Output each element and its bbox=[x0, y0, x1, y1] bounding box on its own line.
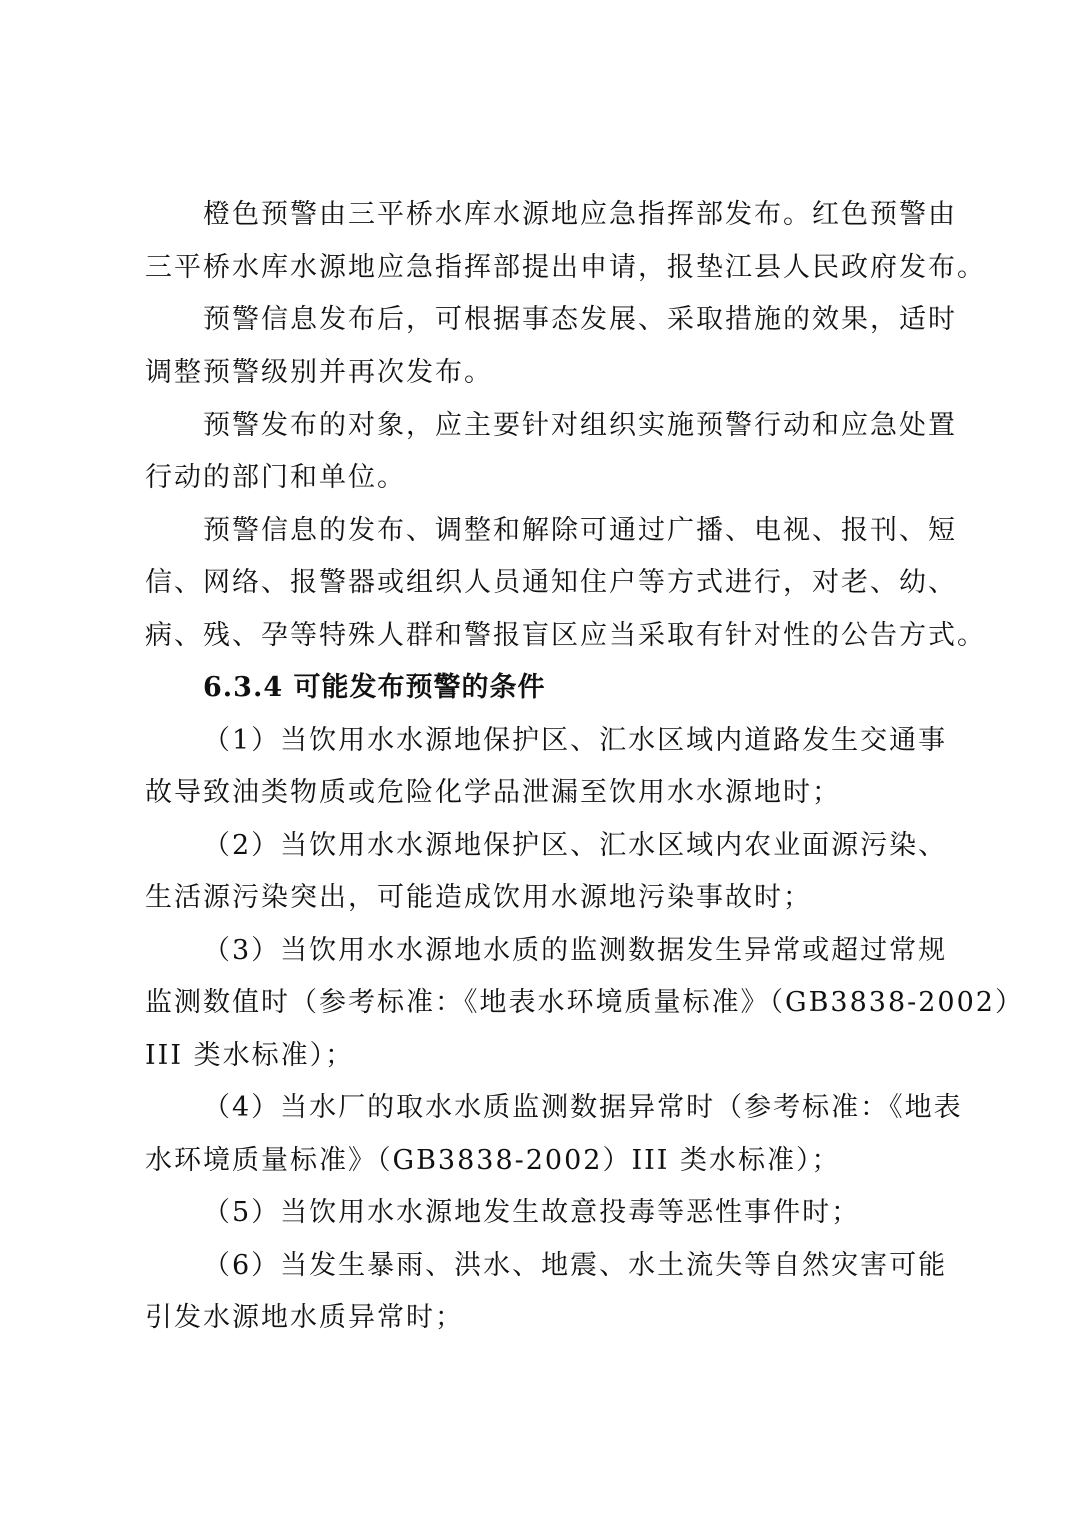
paragraph-orange-warning-line-2: 三平桥水库水源地应急指挥部提出申请，报垫江县人民政府发布。 bbox=[145, 252, 986, 283]
paragraph-warning-channels-line-2: 信、网络、报警器或组织人员通知住户等方式进行，对老、幼、 bbox=[145, 567, 957, 598]
condition-4-line-1: （4）当水厂的取水水质监测数据异常时（参考标准：《地表 bbox=[203, 1092, 963, 1123]
condition-3-line-2: 监测数值时（参考标准：《地表水环境质量标准》（GB3838-2002） bbox=[145, 987, 1024, 1018]
condition-4-line-2: 水环境质量标准》（GB3838-2002）III 类水标准）； bbox=[145, 1145, 841, 1176]
condition-3-line-1: （3）当饮用水水源地水质的监测数据发生异常或超过常规 bbox=[203, 935, 948, 966]
condition-2-line-1: （2）当饮用水水源地保护区、汇水区域内农业面源污染、 bbox=[203, 830, 948, 861]
condition-3-line-3: III 类水标准）； bbox=[145, 1040, 355, 1071]
paragraph-warning-release-line-1: 预警信息发布后，可根据事态发展、采取措施的效果，适时 bbox=[203, 304, 957, 335]
paragraph-warning-channels-line-1: 预警信息的发布、调整和解除可通过广播、电视、报刊、短 bbox=[203, 515, 957, 546]
condition-1-line-2: 故导致油类物质或危险化学品泄漏至饮用水水源地时； bbox=[145, 777, 841, 808]
condition-6-line-2: 引发水源地水质异常时； bbox=[145, 1302, 464, 1333]
paragraph-warning-target-line-1: 预警发布的对象，应主要针对组织实施预警行动和应急处置 bbox=[203, 410, 957, 441]
paragraph-orange-warning-line-1: 橙色预警由三平桥水库水源地应急指挥部发布。红色预警由 bbox=[203, 199, 957, 230]
condition-1-line-1: （1）当饮用水水源地保护区、汇水区域内道路发生交通事 bbox=[203, 725, 948, 756]
paragraph-warning-release-line-2: 调整预警级别并再次发布。 bbox=[145, 357, 493, 388]
condition-2-line-2: 生活源污染突出，可能造成饮用水源地污染事故时； bbox=[145, 882, 812, 913]
paragraph-warning-channels-line-3: 病、残、孕等特殊人群和警报盲区应当采取有针对性的公告方式。 bbox=[145, 620, 986, 651]
condition-5-line-1: （5）当饮用水水源地发生故意投毒等恶性事件时； bbox=[203, 1197, 861, 1228]
condition-6-line-1: （6）当发生暴雨、洪水、地震、水土流失等自然灾害可能 bbox=[203, 1250, 948, 1281]
section-heading: 6.3.4 可能发布预警的条件 bbox=[203, 672, 546, 703]
paragraph-warning-target-line-2: 行动的部门和单位。 bbox=[145, 462, 406, 493]
